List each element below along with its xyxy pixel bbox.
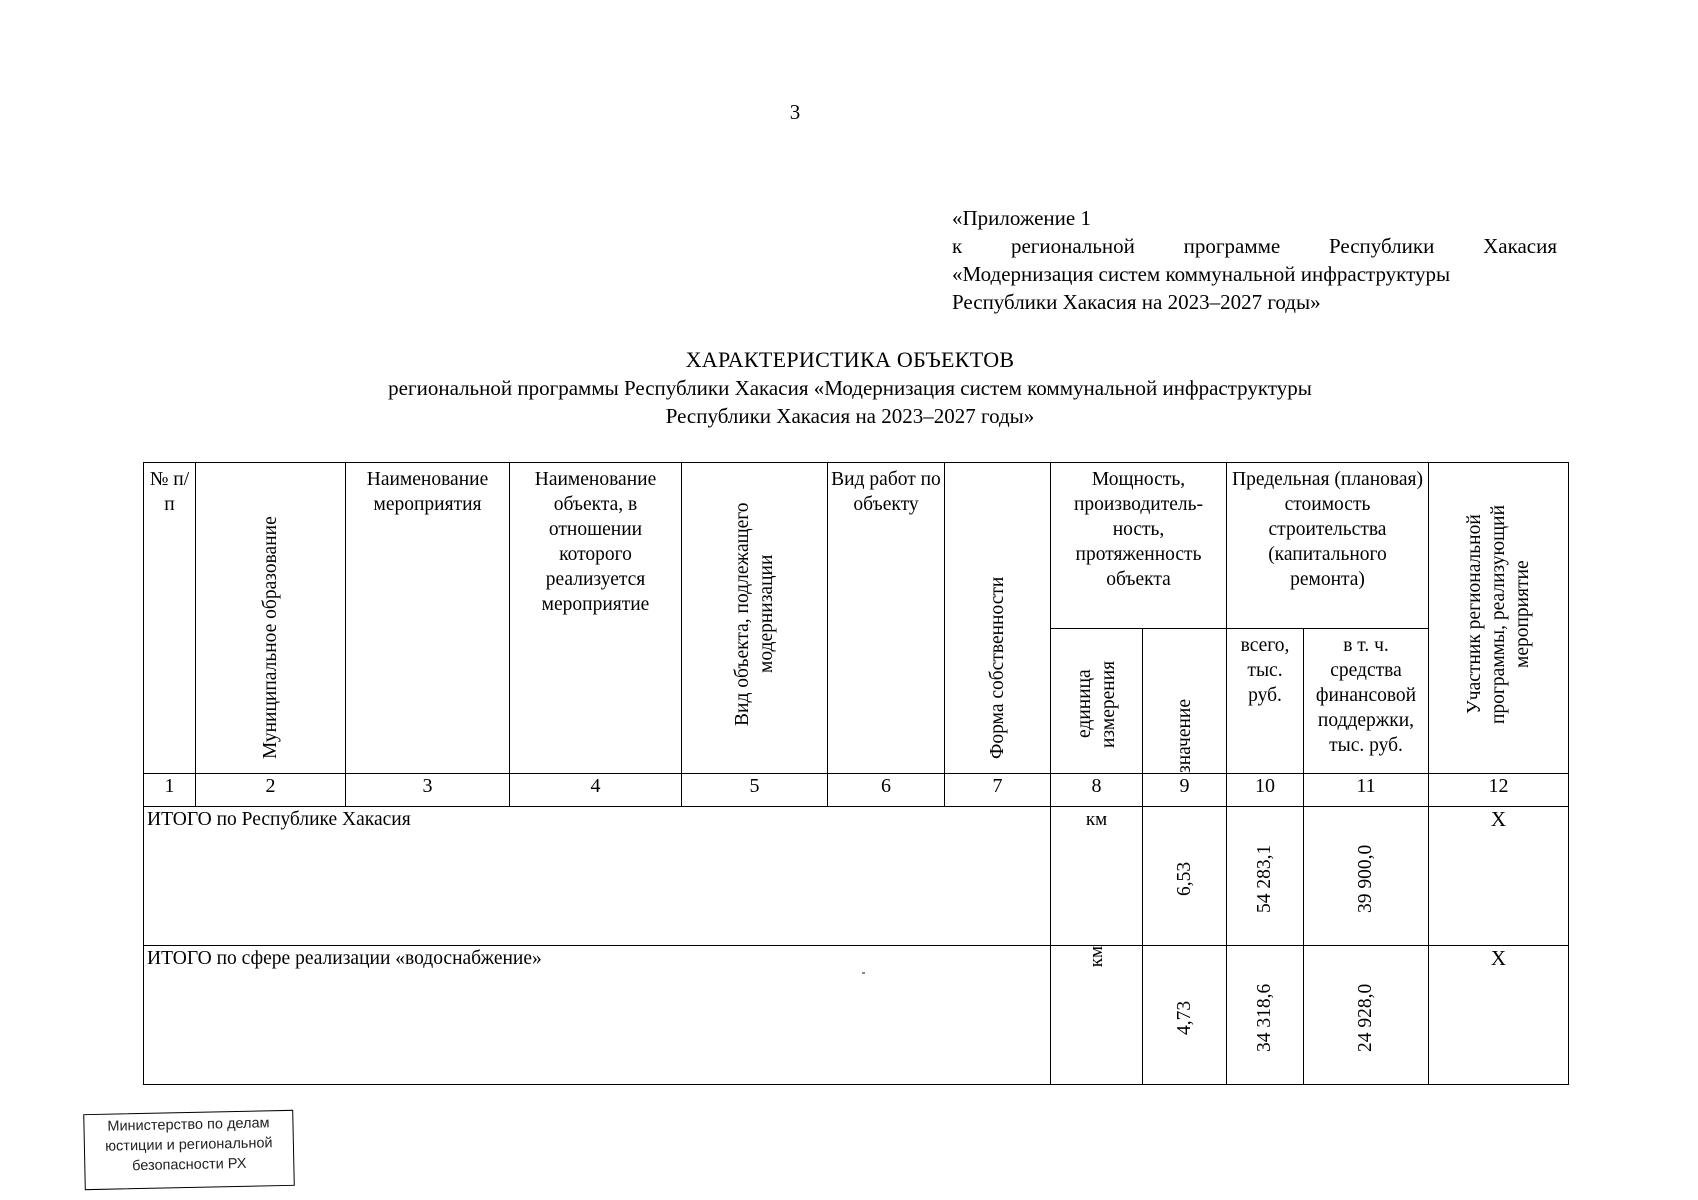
column-number: 8: [1051, 774, 1143, 807]
column-number: 2: [196, 774, 346, 807]
header-work-type: [828, 463, 945, 774]
row-total: [1227, 946, 1304, 1085]
row-total: [1227, 807, 1304, 946]
header-support: [1304, 629, 1429, 774]
header-number: [144, 463, 196, 774]
document-heading: [200, 346, 1500, 430]
appendix-line-1: «Приложение 1: [952, 206, 1091, 230]
column-number: 3: [346, 774, 510, 807]
column-number: 9: [1143, 774, 1227, 807]
row-label: ИТОГО по сфере реализации «водоснабжение»: [144, 946, 1051, 1085]
appendix-line-3: «Модернизация систем коммунальной инфраструктуры: [952, 262, 1451, 286]
row-total-text: 54 283,1: [1254, 844, 1275, 914]
header-support-label: в т. ч. средства финансовой поддержки, тыс. руб.: [1315, 635, 1417, 756]
header-event-name-label: Наименование мероприятия: [366, 469, 489, 515]
header-object-name-label: Наименование объекта, в отношении которого реализуется мероприятие: [534, 469, 657, 615]
column-number: 12: [1429, 774, 1569, 807]
page-number: 3: [789, 100, 801, 124]
document-subtitle-2: Республики Хакасия на 2023–2027 годы»: [665, 404, 1035, 428]
appendix-line-2: к региональной программе Республики Хакасия: [952, 234, 1557, 258]
row-value: [1143, 946, 1227, 1085]
column-number: 1: [144, 774, 196, 807]
column-number: 4: [510, 774, 682, 807]
row-participant: [1429, 807, 1569, 946]
header-ownership-label: Форма собственности: [986, 576, 1008, 759]
header-cost-label: Предельная (плановая) стоимость строительства (капитального ремонта): [1232, 469, 1423, 590]
header-number-label: № п/п: [149, 469, 190, 515]
header-ownership: [945, 463, 1051, 774]
column-number: 11: [1304, 774, 1429, 807]
header-capacity-label: Мощность, производитель-ность, протяженность объекта: [1074, 469, 1203, 590]
header-capacity: [1051, 463, 1227, 629]
table-row: [144, 807, 1569, 946]
row-unit-text: км: [1086, 946, 1107, 968]
row-participant-text: Х: [1490, 807, 1507, 831]
scan-speck: [862, 972, 865, 974]
stamp-line-1: Министерство по делам: [107, 1115, 270, 1135]
row-label: ИТОГО по Республике Хакасия: [144, 807, 1051, 946]
header-municipality: [196, 463, 346, 774]
header-total: [1227, 629, 1304, 774]
header-unit-label: единица измерения: [1073, 660, 1119, 748]
header-value: [1143, 629, 1227, 774]
column-number: 7: [945, 774, 1051, 807]
header-total-label: всего, тыс. руб.: [1240, 635, 1290, 706]
row-unit-text: км: [1085, 809, 1108, 830]
header-municipality-label: Муниципальное образование: [259, 516, 281, 759]
header-participant-label: Участник региональной программы, реализующий мероприятие: [1463, 504, 1533, 724]
appendix-note: [952, 204, 1557, 316]
row-support-text: 24 928,0: [1355, 983, 1376, 1053]
stamp-line-3: безопасности РХ: [131, 1155, 247, 1175]
column-number-row: [144, 774, 1569, 807]
header-event-name: [346, 463, 510, 774]
row-value-text: 4,73: [1173, 1000, 1195, 1036]
stamp-line-2: юстиции и региональной: [105, 1135, 273, 1155]
row-participant-text: Х: [1490, 946, 1507, 970]
row-unit: [1051, 946, 1143, 1085]
row-participant: [1429, 946, 1569, 1085]
header-participant: [1429, 463, 1569, 774]
document-subtitle-1: региональной программы Республики Хакасия «Модернизация систем коммунальной инфраструктуры: [388, 376, 1312, 400]
row-support: [1304, 946, 1429, 1085]
row-unit: [1051, 807, 1143, 946]
row-support-text: 39 900,0: [1355, 844, 1376, 914]
row-support: [1304, 807, 1429, 946]
header-object-name: [510, 463, 682, 774]
document-title: ХАРАКТЕРИСТИКА ОБЪЕКТОВ: [685, 347, 1015, 372]
column-number: 6: [828, 774, 945, 807]
header-unit: [1051, 629, 1143, 774]
header-cost: [1227, 463, 1429, 629]
row-total-text: 34 318,6: [1254, 983, 1275, 1053]
ministry-stamp: [83, 1110, 295, 1190]
header-value-label: значение: [1173, 698, 1195, 773]
header-object-type: [682, 463, 828, 774]
header-object-type-label: Вид объекта, подлежащего модернизации: [731, 502, 777, 726]
column-number: 5: [682, 774, 828, 807]
row-value-text: 6,53: [1173, 861, 1195, 897]
table-row: [144, 946, 1569, 1085]
column-number: 10: [1227, 774, 1304, 807]
header-work-type-label: Вид работ по объекту: [831, 469, 941, 515]
objects-table: [143, 462, 1569, 1085]
row-value: [1143, 807, 1227, 946]
appendix-line-4: Республики Хакасия на 2023–2027 годы»: [952, 290, 1321, 314]
